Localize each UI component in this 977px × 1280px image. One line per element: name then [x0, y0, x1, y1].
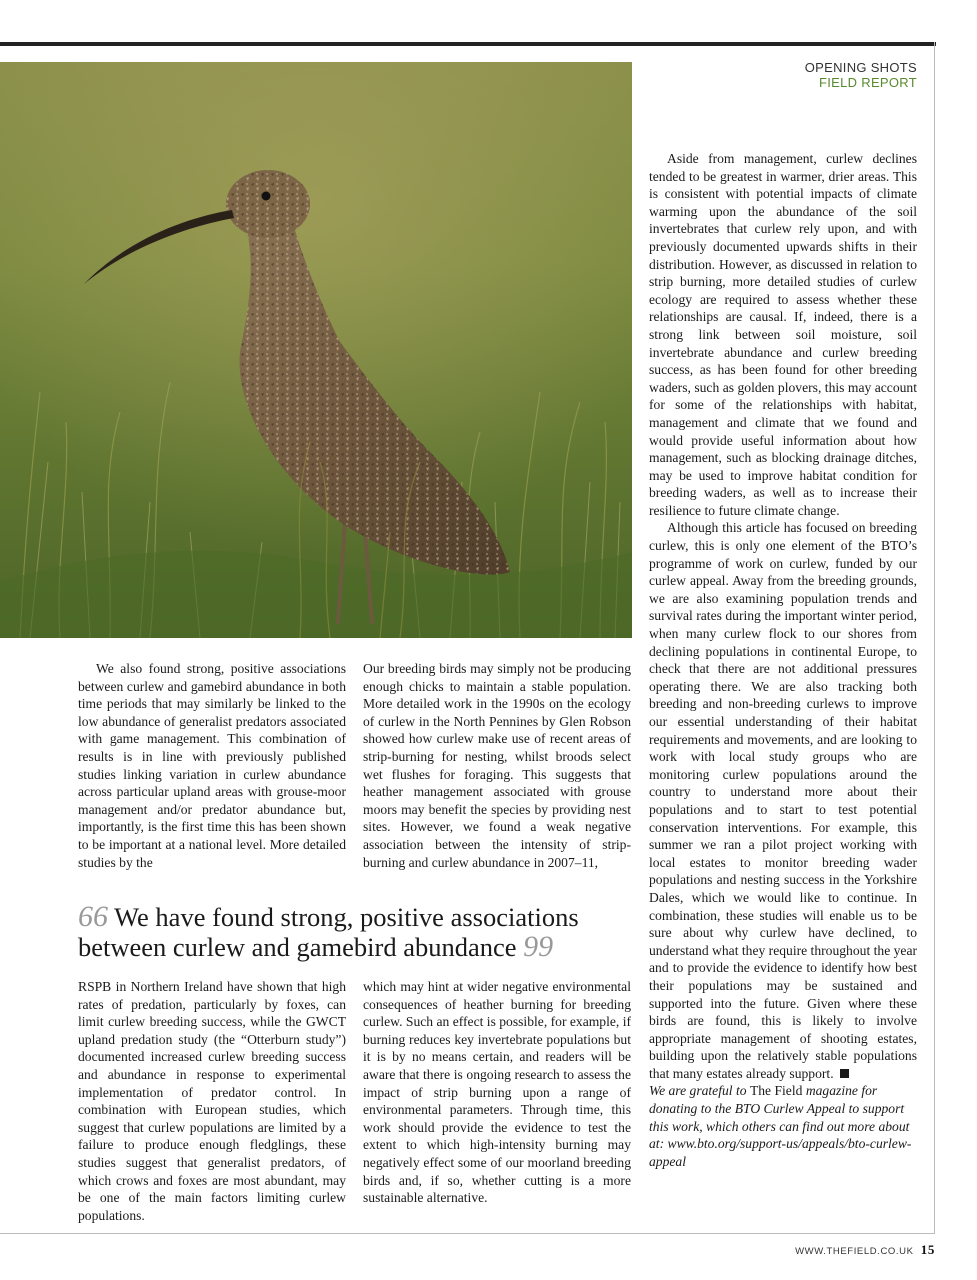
end-mark-icon	[840, 1069, 849, 1078]
column-4	[363, 978, 631, 1207]
paragraph: Aside from management, curlew declines tended to be greatest in warmer, drier areas. This is consistent with potential impacts of climate warming upon the abundance of the soil invertebrates that curlew rely upon, and with previously documented upwards shifts in their distribution. However, as discussed in relation to strip burning, more detailed studies of curlew ecology are required to assess whether these relationships are causal. If, indeed, there is a strong link between soil moisture, soil invertebrate abundance and curlew breeding success, as has been found for other breeding waders, such as golden plovers, this may account for some of the relationships with habitat, management and climate that we found and would provide useful information about how management, such as blocking drainage ditches, may be used to improve habitat condition for breeding waders, as well as to increase their resilience to future climate change.	[649, 151, 917, 518]
magazine-name: The Field	[749, 1083, 803, 1099]
curlew-photo	[0, 62, 632, 638]
column-1	[78, 660, 346, 871]
right-rule	[934, 42, 935, 1234]
pull-quote-text: We have found strong, positive associations between curlew and gamebird abundance	[78, 902, 579, 962]
page-footer	[795, 1242, 935, 1258]
open-quote-mark: 66	[78, 900, 108, 933]
close-quote-mark: 99	[523, 930, 554, 963]
paragraph: RSPB in Northern Ireland have shown that high rates of predation, particularly by foxes, can limit curlew breeding success, while the GWCT upland predation study (the “Otterburn study”) documented increased curlew breeding success and abundance in response to experimental implementation of predator control. In combination with European studies, which suggest that curlew populations are limited by a failure to produce enough fledglings, these studies suggest that generalist predators, of which crows and foxes are most abundant, may be one of the main factors limiting curlew populations.	[78, 979, 346, 1223]
page-number: 15	[920, 1242, 935, 1257]
thanks-part-a: We are grateful to	[649, 1083, 750, 1099]
column-3	[78, 978, 346, 1224]
section-label	[805, 60, 917, 90]
column-2	[363, 660, 631, 871]
section-name: OPENING SHOTS	[804, 60, 917, 75]
column-5	[649, 150, 917, 1170]
website-url: WWW.THEFIELD.CO.UK	[795, 1246, 914, 1257]
paragraph: We also found strong, positive associations between curlew and gamebird abundance in both time periods that may similarly be linked to the low abundance of generalist predators associated with game management. This combination of results is in line with previously published studies linking variation in curlew abundance across particular upland areas with grouse-moor management and/or predator abundance but, importantly, is the first time this has been shown to be important at a national level. More detailed studies by the	[78, 661, 346, 870]
top-rule	[0, 42, 936, 46]
paragraph	[649, 519, 917, 1082]
bottom-rule	[0, 1233, 935, 1234]
paragraph: Our breeding birds may simply not be producing enough chicks to maintain a stable population. More detailed work in the 1990s on the ecology of curlew in the North Pennines by Glen Robson showed how curlew make use of recent areas of strip-burning for nesting, whilst broods select wet flushes for foraging. This suggests that heather management associated with grouse moors may benefit the species by providing nest sites. However, we found a weak negative association between the intensity of strip-burning and curlew abundance in 2007–11,	[363, 661, 631, 870]
acknowledgement	[649, 1082, 917, 1170]
thanks-part-c: magazine for donating to the BTO Curlew Appeal to support this work, which others can find out more about at: www.bto.org/support-us/appeals/bto-curlew-appeal	[649, 1083, 912, 1169]
paragraph-text: Although this article has focused on breeding curlew, this is only one element of the BTO’s programme of work on curlew, funded by our curlew appeal. Away from the breeding grounds, we are also examining population trends and survival rates during the important winter period, when many curlew flock to our shores from declining populations in continental Europe, to check that there are not additional pressures operating there. We are also tracking both breeding and non-breeding curlews to improve our essential understanding of their habitat requirements and movements, and are looking to work with local study groups who are monitoring curlew populations around the country to understand more about their populations and to start to test potential conservation interventions. For example, this summer we ran a pilot project working with local estates to monitor breeding wader populations and nesting success in the Yorkshire Dales, which we would like to continue. In combination, these studies will enable us to be sure about why curlew have declined, to understand what they require throughout the year and to provide the evidence to identify how best their populations may be sustained and supported into the future. Given where these birds are found, this is likely to involve appropriate management of shooting estates, building upon the relatively stable populations that many estates already support.	[649, 520, 918, 1081]
subsection-name: FIELD REPORT	[819, 75, 917, 90]
pull-quote	[78, 902, 631, 962]
paragraph: which may hint at wider negative environmental consequences of heather burning for breeding curlew. Such an effect is possible, for example, if burning reduces key invertebrate populations but it is by no means certain, and readers will be aware that there is ongoing research to assess the impact of strip burning upon a range of environmental parameters. Through time, this work should provide the evidence to test the extent to which high-intensity burning may negatively effect some of our moorland breeding birds and, if so, whether cutting is a more sustainable alternative.	[363, 979, 632, 1206]
